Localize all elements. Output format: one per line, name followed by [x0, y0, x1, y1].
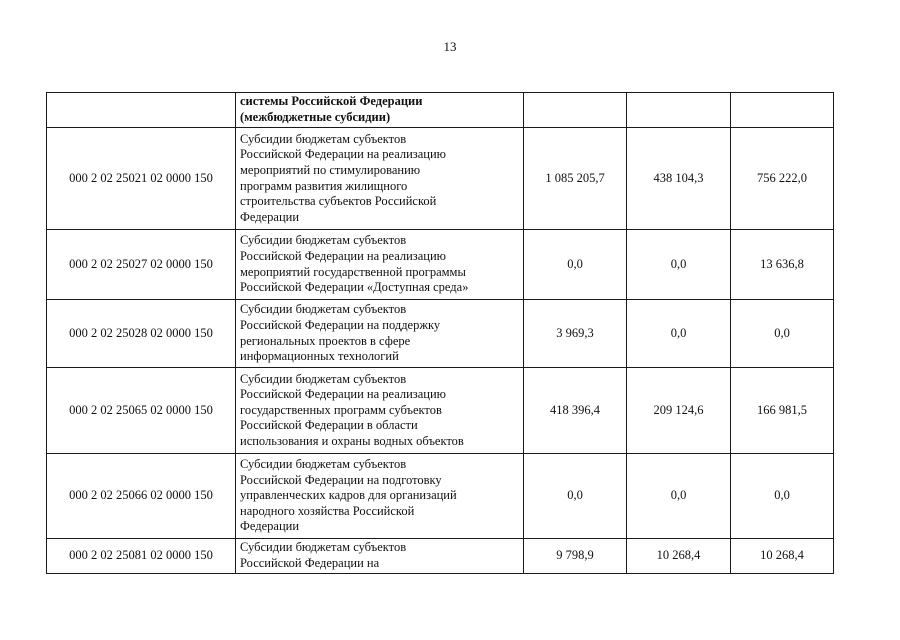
description-line: Федерации [240, 209, 300, 224]
value-cell-3: 756 222,0 [731, 128, 834, 230]
budget-code: 000 2 02 25027 02 0000 150 [47, 230, 236, 300]
description-cell [236, 454, 524, 539]
description-cell [236, 539, 524, 574]
description-line: Субсидии бюджетам субъектов [240, 302, 407, 317]
description-line: строительства субъектов Российской [240, 194, 437, 209]
table-row [47, 230, 834, 300]
table-continuation-row [47, 93, 834, 128]
value-cell-3: 0,0 [731, 454, 834, 539]
description-line: мероприятий государственной программы [240, 264, 466, 279]
description-line: (межбюджетные субсидии) [240, 110, 391, 124]
value-cell-3: 10 268,4 [731, 539, 834, 574]
value-cell-2: 209 124,6 [627, 368, 731, 454]
description-line: Российской Федерации в области [240, 418, 418, 433]
description-line: Субсидии бюджетам субъектов [240, 457, 407, 472]
value-cell-2: 0,0 [627, 300, 731, 368]
budget-table [46, 92, 834, 574]
description-line: Российской Федерации на подготовку [240, 472, 442, 487]
description-line: Субсидии бюджетам субъектов [240, 131, 407, 146]
value-cell [627, 93, 731, 128]
value-cell-2: 0,0 [627, 230, 731, 300]
value-cell-2: 438 104,3 [627, 128, 731, 230]
value-cell [524, 93, 627, 128]
table-row [47, 368, 834, 454]
value-cell-2: 0,0 [627, 454, 731, 539]
description-line: мероприятий по стимулированию [240, 162, 421, 177]
description-cell [236, 128, 524, 230]
description-line: системы Российской Федерации [240, 94, 423, 109]
value-cell-2: 10 268,4 [627, 539, 731, 574]
description-line: региональных проектов в сфере [240, 333, 411, 348]
budget-code: 000 2 02 25081 02 0000 150 [47, 539, 236, 574]
value-cell-1: 0,0 [524, 454, 627, 539]
value-cell-1: 9 798,9 [524, 539, 627, 574]
description-line: программ развития жилищного [240, 178, 408, 193]
value-cell [731, 93, 834, 128]
value-cell-3: 13 636,8 [731, 230, 834, 300]
table-row [47, 454, 834, 539]
description-line: Российской Федерации «Доступная среда» [240, 280, 469, 295]
page-number: 13 [443, 39, 457, 54]
budget-code: 000 2 02 25066 02 0000 150 [47, 454, 236, 539]
description-line: управленческих кадров для организаций [240, 488, 457, 503]
description-line: Федерации [240, 519, 300, 534]
description-cell [236, 230, 524, 300]
value-cell-1: 0,0 [524, 230, 627, 300]
description-line: народного хозяйства Российской [240, 503, 415, 518]
description-line: информационных технологий [240, 349, 399, 364]
description-line: использования и охраны водных объектов [240, 433, 464, 448]
description-line: Российской Федерации на реализацию [240, 147, 446, 162]
budget-code: 000 2 02 25028 02 0000 150 [47, 300, 236, 368]
value-cell-3: 166 981,5 [731, 368, 834, 454]
table-row [47, 128, 834, 230]
value-cell-1: 1 085 205,7 [524, 128, 627, 230]
description-line: Субсидии бюджетам субъектов [240, 233, 407, 248]
description-line: Российской Федерации на [240, 556, 380, 570]
description-line: государственных программ субъектов [240, 402, 442, 417]
table-row [47, 539, 834, 574]
budget-code: 000 2 02 25021 02 0000 150 [47, 128, 236, 230]
table-row [47, 300, 834, 368]
description-line: Российской Федерации на реализацию [240, 387, 446, 402]
value-cell-1: 3 969,3 [524, 300, 627, 368]
description-cell [236, 300, 524, 368]
description-line: Субсидии бюджетам субъектов [240, 540, 407, 555]
code-cell [47, 93, 236, 128]
description-line: Российской Федерации на поддержку [240, 317, 441, 332]
value-cell-3: 0,0 [731, 300, 834, 368]
description-line: Российской Федерации на реализацию [240, 248, 446, 263]
description-cell [236, 368, 524, 454]
budget-code: 000 2 02 25065 02 0000 150 [47, 368, 236, 454]
value-cell-1: 418 396,4 [524, 368, 627, 454]
description-line: Субсидии бюджетам субъектов [240, 371, 407, 386]
description-cell [236, 93, 524, 128]
